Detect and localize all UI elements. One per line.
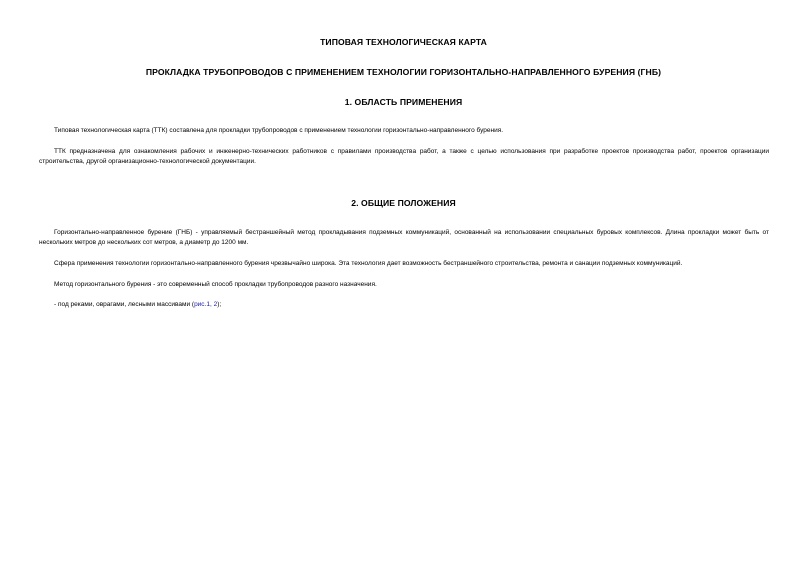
section-2-paragraph-2: Сфера применения технологии горизонтально-направленного бурения чрезвычайно широка. Эта технология дает возможность бестраншейного строительства, ремонта и санации подземных коммуникаций. [54, 260, 683, 267]
document-type-title: ТИПОВАЯ ТЕХНОЛОГИЧЕСКАЯ КАРТА [320, 37, 487, 47]
section-2-paragraph-3: Метод горизонтального бурения - это современный способ прокладки трубопроводов разного назначения. [54, 281, 377, 288]
section-2-paragraph-1: Горизонтально-направленное бурение (ГНБ) - управляемый бестраншейный метод прокладывания подземных коммуникаций, основанный на использовании специальных буровых комплексов. Длина прокладки может быть от нескольких метров до нескольких сот метров, а диаметр до 1200 мм. [39, 229, 769, 246]
document-subject-title: ПРОКЛАДКА ТРУБОПРОВОДОВ С ПРИМЕНЕНИЕМ ТЕХНОЛОГИИ ГОРИЗОНТАЛЬНО-НАПРАВЛЕННОГО БУРЕНИЯ (ГНБ) [145, 67, 662, 77]
figure-reference-link[interactable]: рис.1, 2 [194, 301, 218, 308]
list-item-suffix: ); [217, 301, 222, 308]
section-2-heading: 2. ОБЩИЕ ПОЛОЖЕНИЯ [351, 198, 456, 208]
section-1-paragraph-2: ТТК предназначена для ознакомления рабочих и инженерно-технических работников с правилами производства работ, а также с целью использования при разработке проектов производства работ, проектов организации строительства, другой организационно-технологической документации. [39, 148, 769, 165]
list-item-prefix: - под реками, оврагами, лесными массивами ( [54, 301, 195, 308]
section-2-list-item [39, 300, 769, 310]
section-1-paragraph-1: Типовая технологическая карта (ТТК) составлена для прокладки трубопроводов с применением технологии горизонтально-направленного бурения. [54, 127, 504, 134]
section-1-heading: 1. ОБЛАСТЬ ПРИМЕНЕНИЯ [344, 97, 463, 107]
